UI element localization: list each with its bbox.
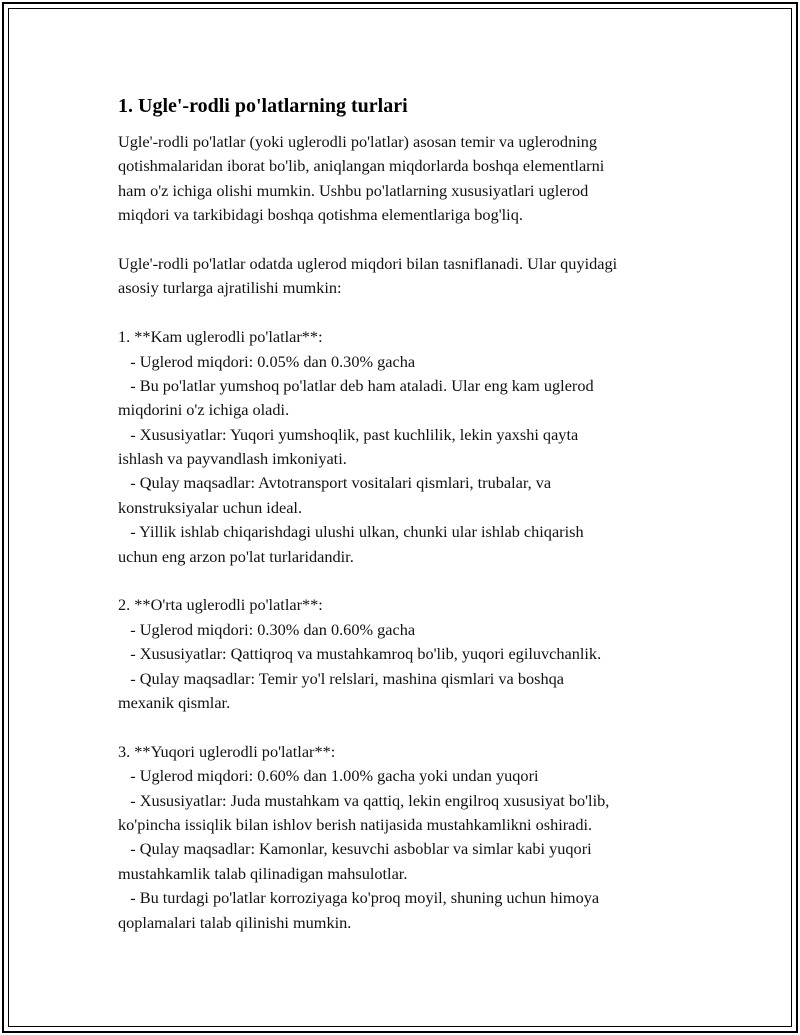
text-line: 2. **O'rta uglerodli po'latlar**:: [118, 595, 323, 615]
text-line: - Qulay maqsadlar: Temir yo'l relslari, mashina qismlari va boshqa: [118, 668, 564, 688]
blank-line: [118, 569, 698, 593]
text-line: qoplamalari talab qilinishi mumkin.: [118, 912, 352, 932]
text-line: mustahkamlik talab qilinadigan mahsulotlar.: [118, 863, 408, 883]
text-line: Ugle'-rodli po'latlar (yoki uglerodli po'latlar) asosan temir va uglerodning: [118, 132, 598, 151]
text-line: asosiy turlarga ajratilishi mumkin:: [118, 278, 342, 298]
paragraph: [118, 325, 698, 569]
blank-line: [118, 228, 698, 252]
text-line: - Bu po'latlar yumshoq po'latlar deb ham ataladi. Ular eng kam uglerod: [118, 375, 594, 395]
text-line: Ugle'-rodli po'latlar odatda uglerod miqdori bilan tasniflanadi. Ular quyidagi: [118, 253, 618, 273]
document-body: [118, 130, 698, 935]
text-line: ishlash va payvandlash imkoniyati.: [118, 449, 347, 469]
text-line: ko'pincha issiqlik bilan ishlov berish natijasida mustahkamlikni oshiradi.: [118, 814, 593, 834]
paragraph: [118, 740, 698, 935]
paragraph: [118, 593, 698, 715]
text-line: miqdori va tarkibidagi boshqa qotishma elementlariga bog'liq.: [118, 205, 523, 225]
text-line: - Qulay maqsadlar: Avtotransport vositalari qismlari, trubalar, va: [118, 473, 552, 493]
paragraph: [118, 252, 698, 301]
text-line: uchun eng arzon po'lat turlaridandir.: [118, 546, 354, 566]
text-line: konstruksiyalar uchun ideal.: [118, 497, 303, 517]
document-page: [118, 93, 698, 935]
text-line: - Xususiyatlar: Qattiqroq va mustahkamroq bo'lib, yuqori egiluvchanlik.: [118, 644, 602, 664]
text-line: 1. **Kam uglerodli po'latlar**:: [118, 327, 323, 347]
text-line: - Bu turdagi po'latlar korroziyaga ko'proq moyil, shuning uchun himoya: [118, 888, 600, 908]
text-line: 3. **Yuqori uglerodli po'latlar**:: [118, 741, 336, 761]
blank-line: [118, 715, 698, 739]
text-line: - Uglerod miqdori: 0.05% dan 0.30% gacha: [118, 351, 416, 371]
text-line: - Xususiyatlar: Yuqori yumshoqlik, past kuchlilik, lekin yaxshi qayta: [118, 424, 579, 444]
text-line: - Yillik ishlab chiqarishdagi ulushi ulkan, chunki ular ishlab chiqarish: [118, 522, 584, 542]
section-heading: 1. Ugle'-rodli po'latlarning turlari: [118, 95, 408, 117]
blank-line: [118, 301, 698, 325]
text-line: - Uglerod miqdori: 0.60% dan 1.00% gacha yoki undan yuqori: [118, 766, 539, 786]
text-line: mexanik qismlar.: [118, 692, 231, 712]
text-line: miqdorini o'z ichiga oladi.: [118, 400, 290, 420]
text-line: - Uglerod miqdori: 0.30% dan 0.60% gacha: [118, 619, 416, 639]
paragraph: [118, 130, 698, 228]
text-line: - Qulay maqsadlar: Kamonlar, kesuvchi asboblar va simlar kabi yuqori: [118, 839, 592, 859]
text-line: qotishmalaridan iborat bo'lib, aniqlangan miqdorlarda boshqa elementlarni: [118, 156, 605, 176]
text-line: - Xususiyatlar: Juda mustahkam va qattiq, lekin engilroq xususiyat bo'lib,: [118, 790, 610, 810]
text-line: ham o'z ichiga olishi mumkin. Ushbu po'latlarning xususiyatlari uglerod: [118, 180, 589, 200]
